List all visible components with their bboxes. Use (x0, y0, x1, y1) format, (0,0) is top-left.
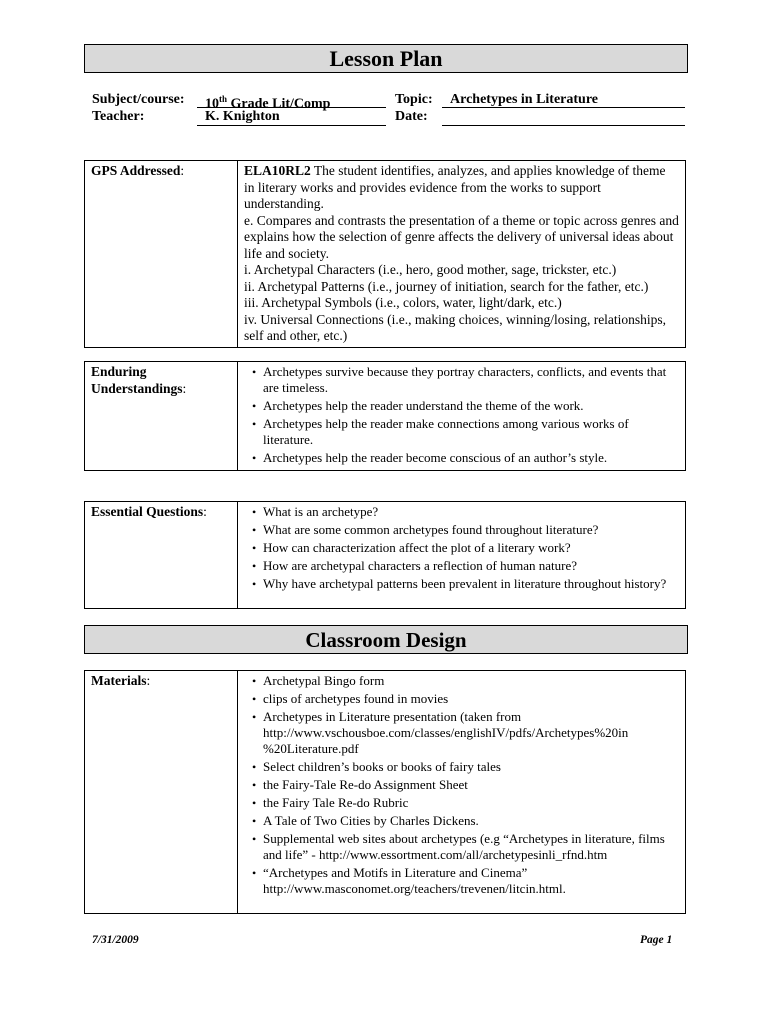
list-item: • Select children’s books or books of fairy tales (252, 759, 679, 775)
teacher-underline (197, 125, 386, 126)
list-item: • “Archetypes and Motifs in Literature and Cinema” http://www.masconomet.org/teachers/trevenen/litcin.html. (252, 865, 679, 897)
enduring-label: Enduring Understandings: (85, 362, 238, 471)
list-item: • What is an archetype? (252, 504, 679, 520)
list-item: • Archetypes help the reader make connections among various works of literature. (252, 416, 679, 448)
gps-line: i. Archetypal Characters (i.e., hero, good mother, sage, trickster, etc.) (244, 262, 617, 277)
gps-table (84, 160, 686, 348)
materials-content (238, 671, 686, 914)
essential-table (84, 501, 686, 609)
essential-label: Essential Questions: (85, 502, 238, 609)
materials-label: Materials: (85, 671, 238, 914)
teacher-label: Teacher: (92, 109, 145, 124)
list-item: • clips of archetypes found in movies (252, 691, 679, 707)
lesson-plan-title: Lesson Plan (84, 44, 688, 73)
list-item: • How are archetypal characters a reflection of human nature? (252, 558, 679, 574)
list-item: • Archetypes survive because they portray characters, conflicts, and events that are timeless. (252, 364, 679, 396)
date-underline (442, 125, 685, 126)
materials-table (84, 670, 686, 914)
list-item: • Why have archetypal patterns been prevalent in literature throughout history? (252, 576, 679, 592)
subject-label: Subject/course: (92, 92, 185, 107)
list-item: • What are some common archetypes found throughout literature? (252, 522, 679, 538)
gps-content (238, 161, 686, 348)
footer-date: 7/31/2009 (92, 934, 139, 946)
footer-page-number: Page 1 (640, 934, 673, 946)
list-item: • Supplemental web sites about archetypes (e.g “Archetypes in literature, films and life” - http://www.essortment.com/all/archetypesinli_rfnd.htm (252, 831, 679, 863)
gps-intro: The student identifies, analyzes, and applies knowledge of theme in literary works and provides evidence from the works to support understanding. (244, 163, 666, 211)
subject-value: 10th Grade Lit/Comp (205, 94, 331, 112)
date-label: Date: (395, 109, 428, 124)
list-item: • Archetypes help the reader become conscious of an author’s style. (252, 450, 679, 466)
gps-line: ii. Archetypal Patterns (i.e., journey of initiation, search for the father, etc.) (244, 278, 649, 294)
classroom-design-title: Classroom Design (84, 625, 688, 654)
enduring-table (84, 361, 686, 471)
topic-underline (442, 107, 685, 108)
teacher-value: K. Knighton (205, 109, 280, 124)
gps-line: e. Compares and contrasts the presentation of a theme or topic across genres and explains how the selection of genre affects the delivery of universal ideas about life and society. (244, 212, 679, 261)
enduring-content (238, 362, 686, 471)
gps-label: GPS Addressed: (85, 161, 238, 348)
list-item: • How can characterization affect the plot of a literary work? (252, 540, 679, 556)
list-item: • Archetypal Bingo form (252, 673, 679, 689)
list-item: • the Fairy-Tale Re-do Assignment Sheet (252, 777, 679, 793)
list-item: • A Tale of Two Cities by Charles Dickens. (252, 813, 679, 829)
list-item: • Archetypes in Literature presentation (taken from http://www.vschousboe.com/classes/englishIV/pdfs/Archetypes%20in %20Literature.pdf (252, 709, 679, 757)
gps-code: ELA10RL2 (244, 163, 311, 178)
gps-line: iii. Archetypal Symbols (i.e., colors, water, light/dark, etc.) (244, 295, 562, 310)
essential-content (238, 502, 686, 609)
topic-value: Archetypes in Literature (450, 92, 599, 107)
list-item: • Archetypes help the reader understand the theme of the work. (252, 398, 679, 414)
gps-line: iv. Universal Connections (i.e., making choices, winning/losing, relationships, self and other, etc.) (244, 311, 667, 343)
list-item: • the Fairy Tale Re-do Rubric (252, 795, 679, 811)
topic-label: Topic: (395, 92, 433, 107)
